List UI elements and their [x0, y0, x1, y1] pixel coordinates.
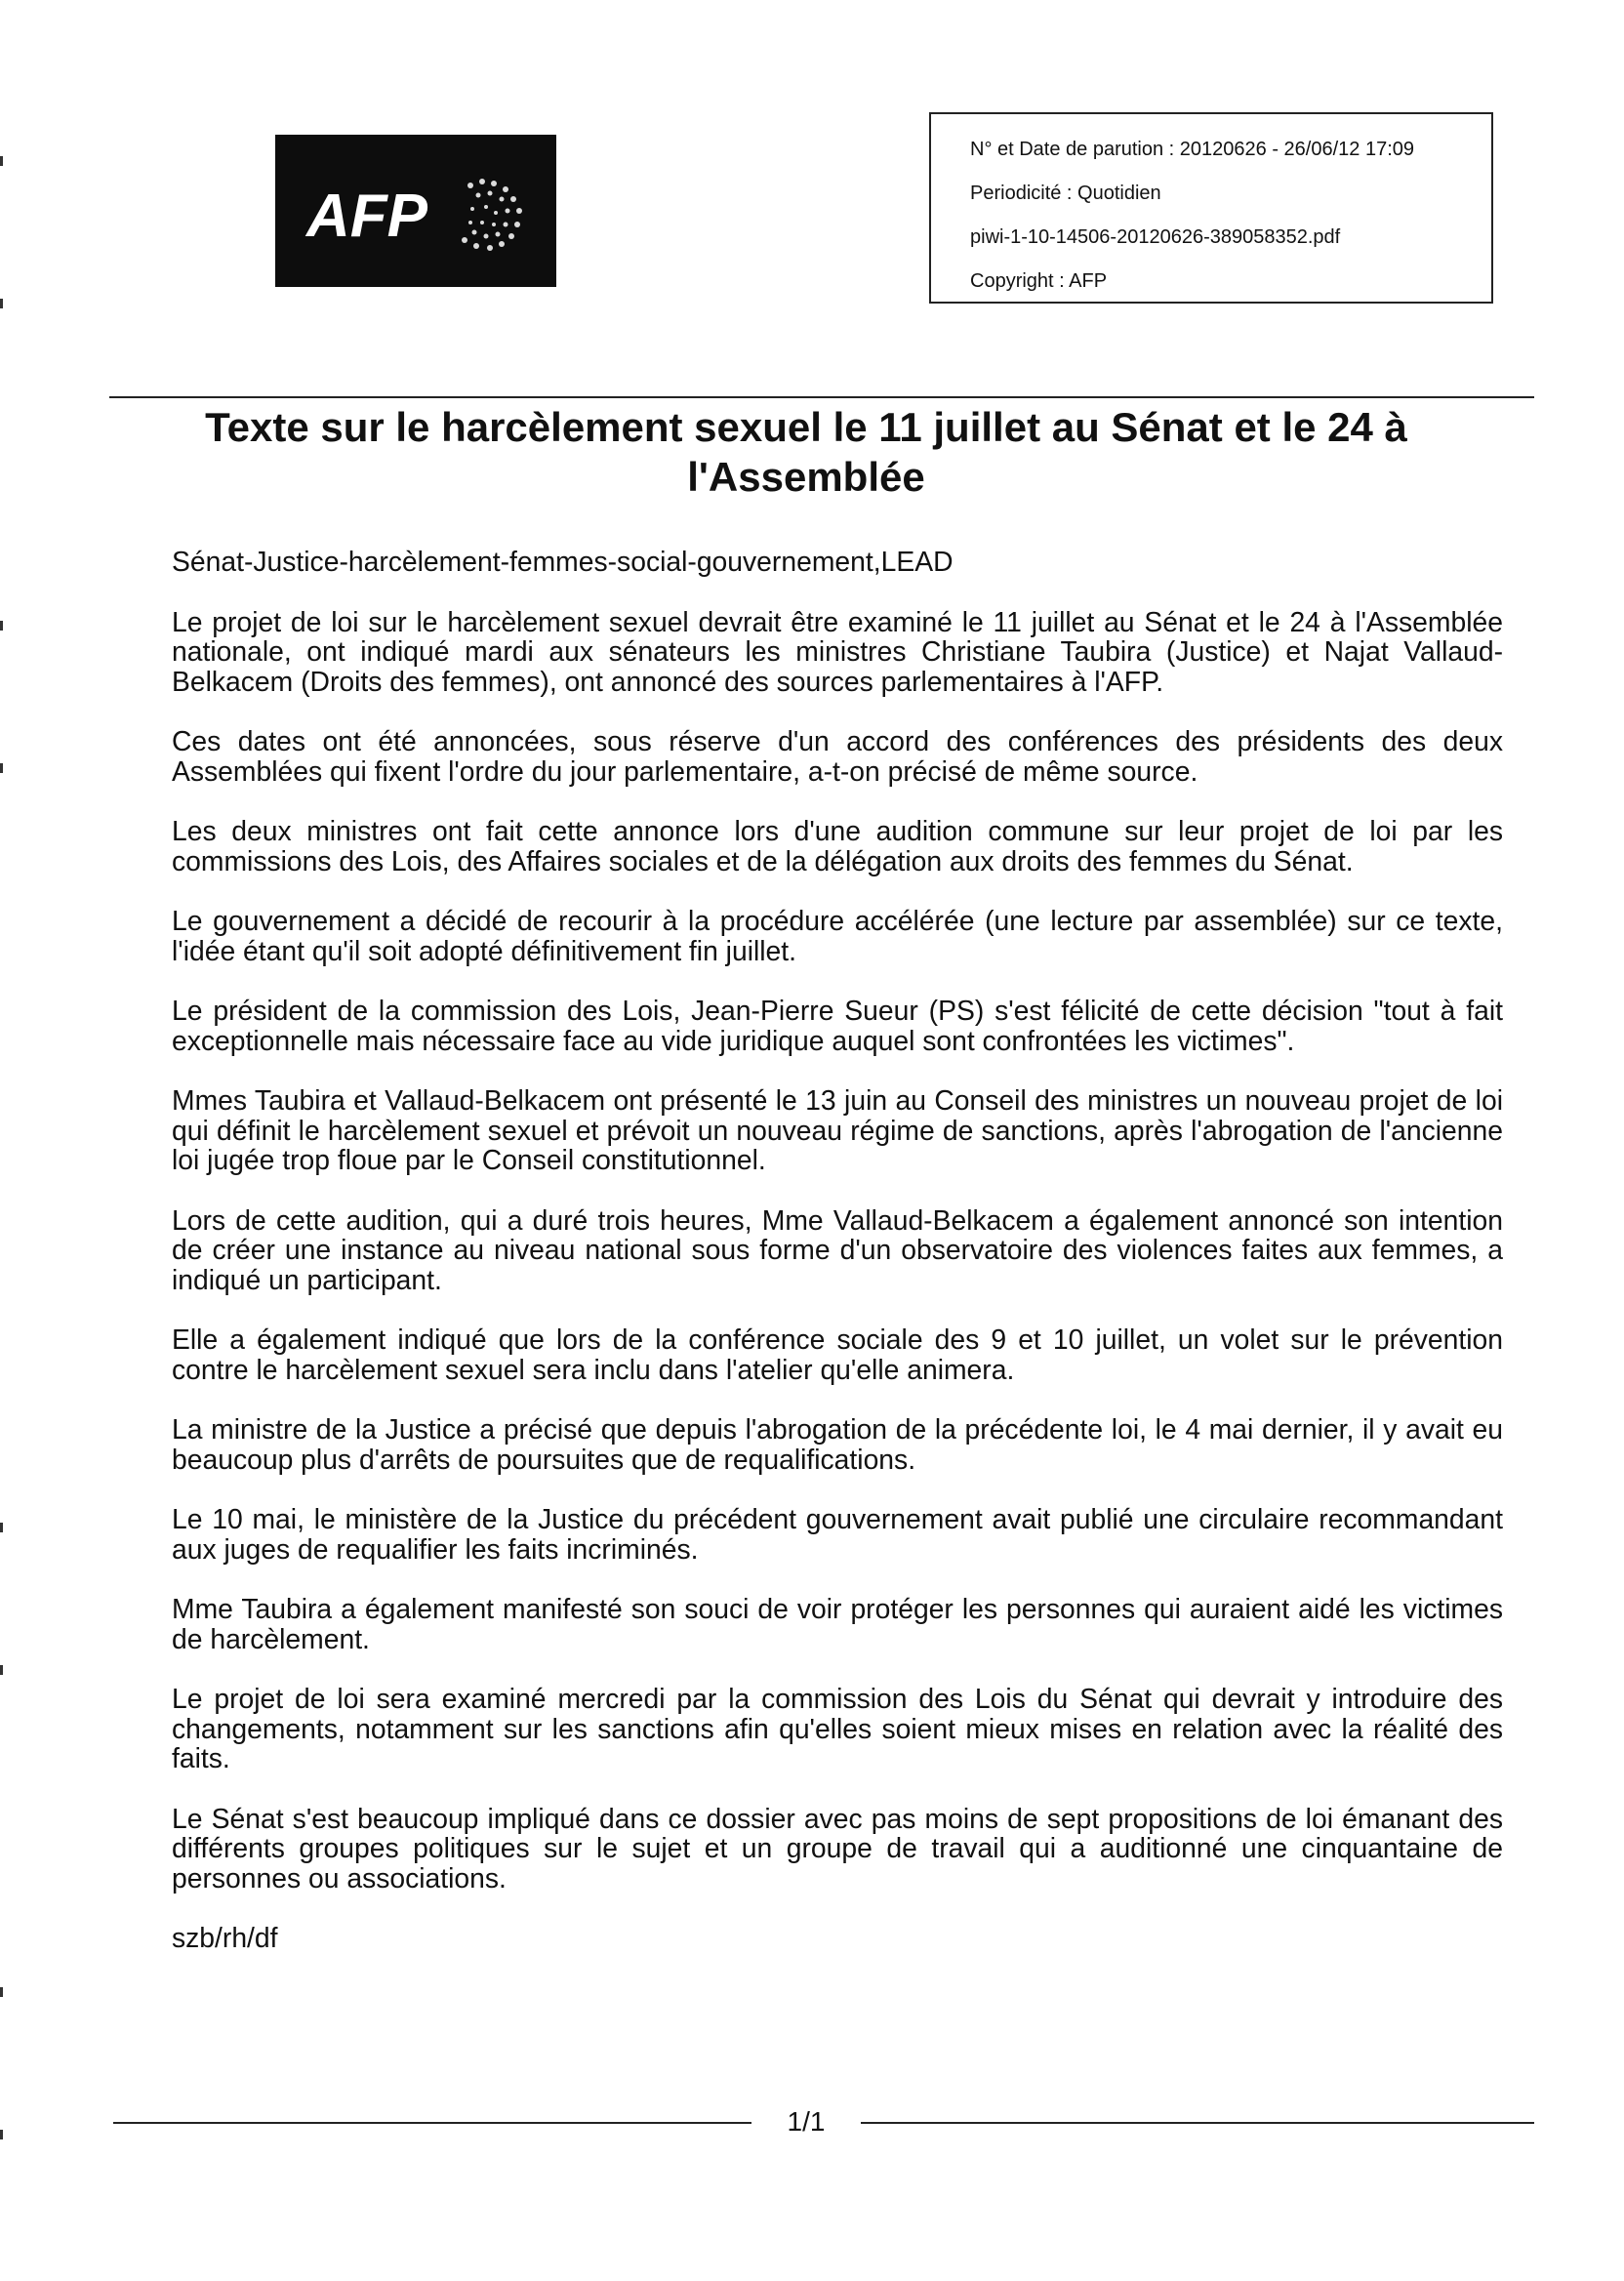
- article-tagline: Sénat-Justice-harcèlement-femmes-social-gouvernement,LEAD: [172, 546, 954, 577]
- publication-copyright: Copyright : AFP: [970, 270, 1108, 292]
- article-paragraph: Le 10 mai, le ministère de la Justice du précédent gouvernement avait publié une circulaire recommandant aux juges de requalifier les faits incriminés.: [172, 1503, 1503, 1565]
- scan-margin-mark: [0, 156, 3, 166]
- article-signature: szb/rh/df: [172, 1922, 278, 1953]
- article-paragraph: Mme Taubira a également manifesté son souci de voir protéger les personnes qui auraient aidé les victimes de harcèlement.: [172, 1593, 1503, 1654]
- article-paragraph: La ministre de la Justice a précisé que depuis l'abrogation de la précédente loi, le 4 mai dernier, il y avait eu beaucoup plus d'arrêts de poursuites que de requalifications.: [172, 1413, 1503, 1475]
- footer-rule-right: [861, 2122, 1534, 2124]
- article-paragraph: Les deux ministres ont fait cette annonce lors d'une audition commune sur leur projet de loi par les commissions des Lois, des Affaires sociales et de la délégation aux droits des femmes du Sénat.: [172, 815, 1503, 876]
- scan-margin-mark: [0, 1523, 3, 1532]
- page-footer: [113, 2102, 1534, 2141]
- publication-filename: piwi-1-10-14506-20120626-389058352.pdf: [970, 226, 1341, 248]
- publication-frequency: Periodicité : Quotidien: [970, 183, 1161, 204]
- publication-info-box: [929, 112, 1493, 304]
- scan-margin-mark: [0, 1987, 3, 1997]
- article-paragraph: Le gouvernement a décidé de recourir à la procédure accélérée (une lecture par assemblée) sur ce texte, l'idée étant qu'il soit adopté définitivement fin juillet.: [172, 905, 1503, 966]
- footer-rule-left: [113, 2122, 751, 2124]
- article-title: Texte sur le harcèlement sexuel le 11 juillet au Sénat et le 24 à l'Assemblée: [205, 404, 1407, 500]
- article-paragraph: Le Sénat s'est beaucoup impliqué dans ce dossier avec pas moins de sept propositions de loi émanant des différents groupes politiques sur le sujet et un groupe de travail qui a auditionné une cinquantaine de personnes ou associations.: [172, 1802, 1503, 1894]
- scan-margin-mark: [0, 299, 3, 308]
- afp-logo-text: AFP: [306, 183, 427, 250]
- article-paragraph: Mmes Taubira et Vallaud-Belkacem ont présenté le 13 juin au Conseil des ministres un nouveau projet de loi qui définit le harcèlement sexuel et prévoit un nouveau régime de sanctions, après l'abrogation de l'ancienne loi jugée trop floue par le Conseil constitutionnel.: [172, 1084, 1503, 1175]
- article-paragraph: Le projet de loi sur le harcèlement sexuel devrait être examiné le 11 juillet au Sénat et le 24 à l'Assemblée nationale, ont indiqué mardi aux sénateurs les ministres Christiane Taubira (Justice) et Najat Vallaud-Belkacem (Droits des femmes), ont annoncé des sources parlementaires à l'AFP.: [172, 605, 1503, 697]
- article-paragraph: Le projet de loi sera examiné mercredi par la commission des Lois du Sénat qui devrait y introduire des changements, notamment sur les sanctions afin qu'elles soient mieux mises en relation avec la réalité des faits.: [172, 1683, 1503, 1773]
- article-paragraph: Lors de cette audition, qui a duré trois heures, Mme Vallaud-Belkacem a également annoncé son intention de créer une instance au niveau national sous forme d'un observatoire des violences faites aux femmes, a indiqué un participant.: [172, 1203, 1503, 1295]
- publication-date: N° et Date de parution : 20120626 - 26/06/12 17:09: [970, 139, 1414, 160]
- afp-logo-graphic: [275, 135, 556, 287]
- header-divider: [109, 396, 1534, 398]
- scan-margin-mark: [0, 1665, 3, 1675]
- scan-margin-mark: [0, 763, 3, 773]
- page-number: 1/1: [787, 2106, 826, 2137]
- article-body: [172, 547, 1503, 1983]
- scan-margin-mark: [0, 2130, 3, 2139]
- article-paragraph: Ces dates ont été annoncées, sous réserve d'un accord des conférences des présidents des deux Assemblées qui fixent l'ordre du jour parlementaire, a-t-on précisé de même source.: [172, 725, 1503, 787]
- afp-logo: [275, 135, 556, 287]
- article-paragraph: Le président de la commission des Lois, Jean-Pierre Sueur (PS) s'est félicité de cette décision "tout à fait exceptionnelle mais nécessaire face au vide juridique auquel sont confrontées les victimes".: [172, 995, 1503, 1056]
- article-paragraph: Elle a également indiqué que lors de la conférence sociale des 9 et 10 juillet, un volet sur le prévention contre le harcèlement sexuel sera inclu dans l'atelier qu'elle animera.: [172, 1324, 1503, 1385]
- scan-margin-mark: [0, 621, 3, 631]
